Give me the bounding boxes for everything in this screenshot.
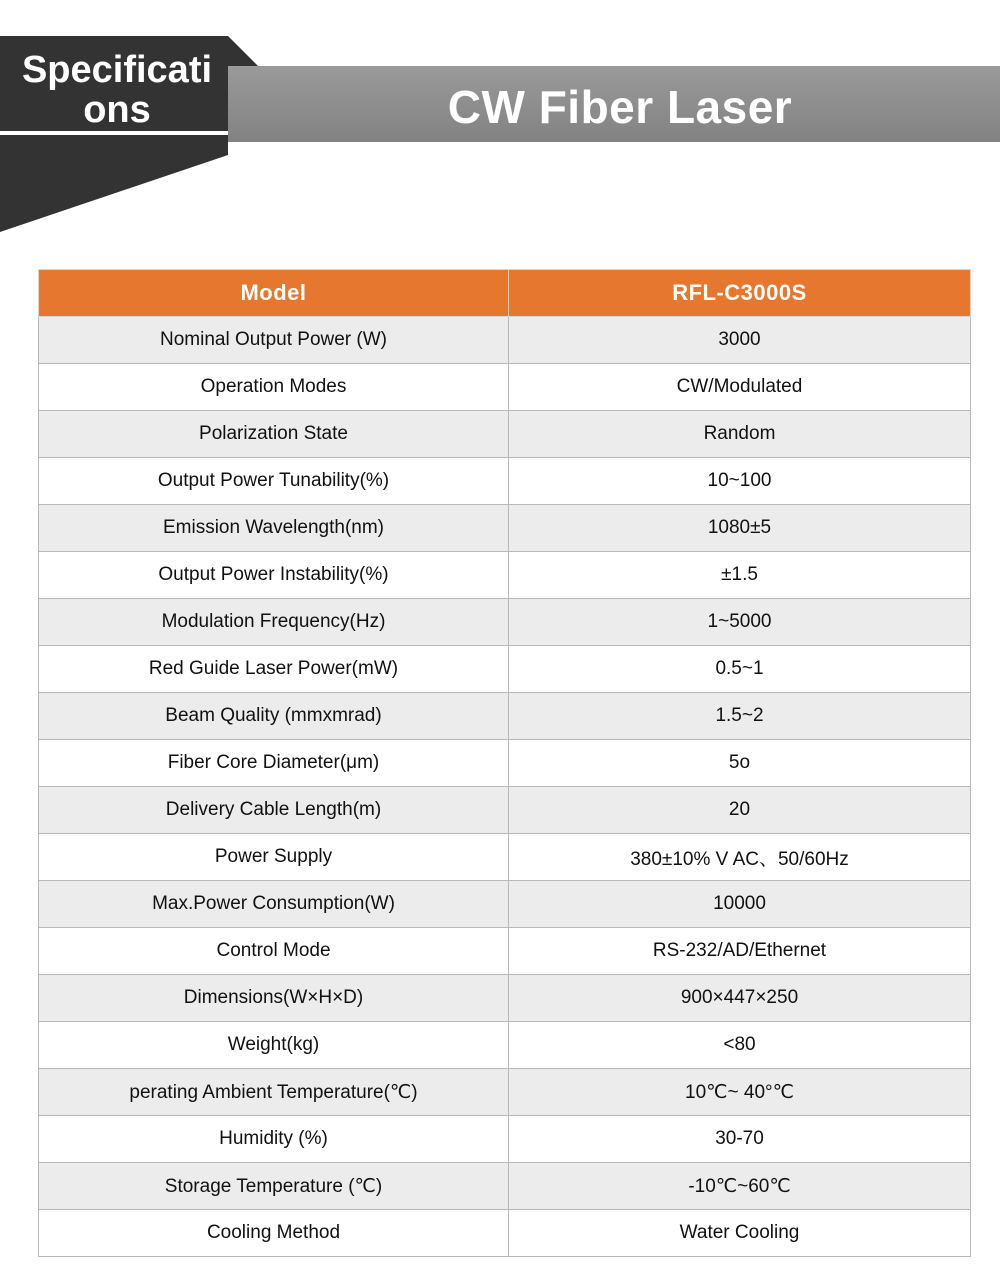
table-row: [39, 646, 971, 693]
table-row: [39, 411, 971, 458]
spec-label: Storage Temperature (℃): [39, 1163, 509, 1210]
spec-label: Fiber Core Diameter(μm): [39, 740, 509, 787]
table-row: [39, 881, 971, 928]
table-row: [39, 1069, 971, 1116]
spec-value: RS-232/AD/Ethernet: [509, 928, 971, 975]
table-header-row: [39, 270, 971, 317]
spec-value: -10℃~60℃: [509, 1163, 971, 1210]
spec-label: Operation Modes: [39, 364, 509, 411]
table-row: [39, 975, 971, 1022]
spec-value: 10℃~ 40°℃: [509, 1069, 971, 1116]
spec-value: 0.5~1: [509, 646, 971, 693]
spec-label: Polarization State: [39, 411, 509, 458]
table-row: [39, 787, 971, 834]
spec-label: Power Supply: [39, 834, 509, 881]
spec-label: Delivery Cable Length(m): [39, 787, 509, 834]
table-row: [39, 1163, 971, 1210]
column-header-model-value: RFL-C3000S: [509, 270, 971, 317]
spec-value: 380±10% V AC、50/60Hz: [509, 834, 971, 881]
table-row: [39, 693, 971, 740]
spec-label: Emission Wavelength(nm): [39, 505, 509, 552]
spec-label: Humidity (%): [39, 1116, 509, 1163]
spec-value: 10~100: [509, 458, 971, 505]
spec-label: Weight(kg): [39, 1022, 509, 1069]
table-row: [39, 317, 971, 364]
badge-label: Specifications: [21, 49, 213, 131]
table-row: [39, 599, 971, 646]
badge-divider: [0, 131, 228, 135]
table-row: [39, 1116, 971, 1163]
spec-label: perating Ambient Temperature(℃): [39, 1069, 509, 1116]
spec-label: Max.Power Consumption(W): [39, 881, 509, 928]
spec-value: ±1.5: [509, 552, 971, 599]
spec-value: 900×447×250: [509, 975, 971, 1022]
spec-table: [38, 269, 971, 1257]
spec-value: <80: [509, 1022, 971, 1069]
spec-value: 10000: [509, 881, 971, 928]
spec-value: 30-70: [509, 1116, 971, 1163]
table-row: [39, 1022, 971, 1069]
table-row: [39, 552, 971, 599]
spec-label: Modulation Frequency(Hz): [39, 599, 509, 646]
spec-value: Random: [509, 411, 971, 458]
table-row: [39, 458, 971, 505]
spec-value: 3000: [509, 317, 971, 364]
table-row: [39, 1210, 971, 1257]
column-header-model: Model: [39, 270, 509, 317]
header-banner: [0, 0, 1000, 240]
table-row: [39, 505, 971, 552]
spec-value: 1~5000: [509, 599, 971, 646]
table-row: [39, 834, 971, 881]
spec-value: 5o: [509, 740, 971, 787]
table-row: [39, 740, 971, 787]
page-title: CW Fiber Laser: [447, 81, 793, 133]
spec-label: Dimensions(W×H×D): [39, 975, 509, 1022]
spec-label: Beam Quality (mmxmrad): [39, 693, 509, 740]
spec-label: Output Power Instability(%): [39, 552, 509, 599]
spec-label: Nominal Output Power (W): [39, 317, 509, 364]
table-body: [39, 317, 971, 1257]
spec-value: Water Cooling: [509, 1210, 971, 1257]
spec-label: Red Guide Laser Power(mW): [39, 646, 509, 693]
spec-value: 1.5~2: [509, 693, 971, 740]
spec-label: Cooling Method: [39, 1210, 509, 1257]
table-row: [39, 928, 971, 975]
spec-value: CW/Modulated: [509, 364, 971, 411]
spec-label: Output Power Tunability(%): [39, 458, 509, 505]
spec-label: Control Mode: [39, 928, 509, 975]
spec-value: 20: [509, 787, 971, 834]
table-row: [39, 364, 971, 411]
spec-value: 1080±5: [509, 505, 971, 552]
